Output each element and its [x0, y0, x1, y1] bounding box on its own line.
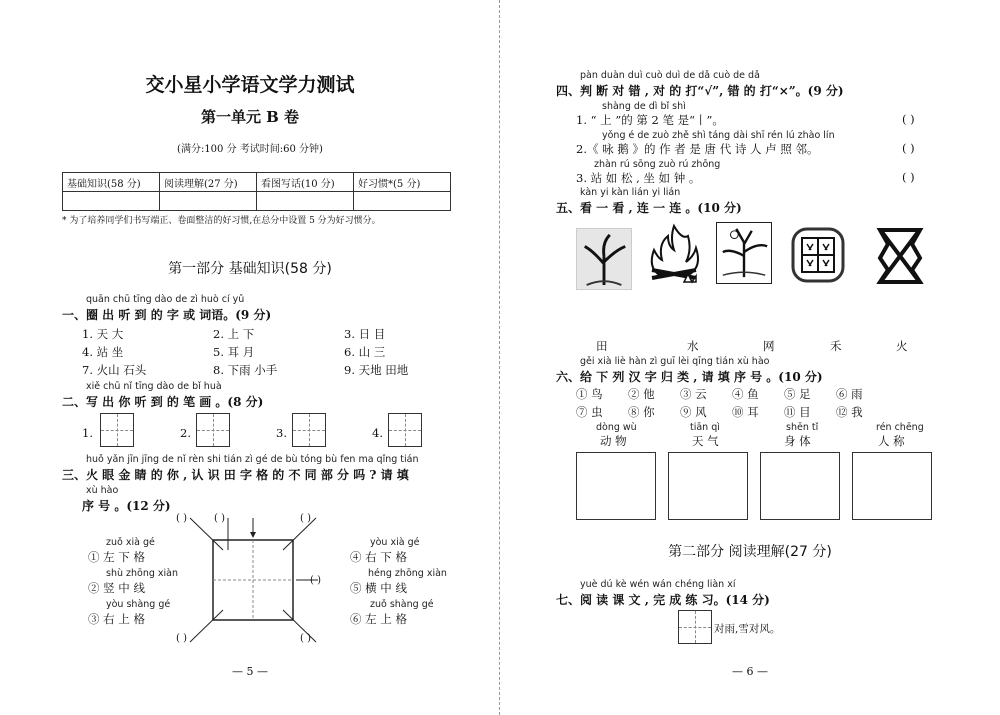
q6-heading: 六、给 下 列 汉 字 归 类 , 请 填 序 号 。(10 分)	[556, 370, 823, 384]
q5-char[interactable]: 水	[687, 339, 699, 353]
exam-title: 交小星小学语文学力测试	[145, 74, 355, 96]
score-header-cell: 基础知识(58 分)	[63, 173, 160, 192]
answer-paren[interactable]: ( )	[176, 633, 187, 644]
right-page	[500, 0, 1000, 715]
arrow-bottom-left	[190, 610, 223, 642]
score-cell[interactable]	[354, 192, 451, 211]
habit-note: * 为了培养同学们书写端正、卷面整洁的好习惯,在总分中设置 5 分为好习惯分。	[62, 216, 381, 226]
q1-pinyin: quān chū tīng dào de zì huò cí yǔ	[86, 294, 245, 305]
q3-option: ⑤ 横 中 线	[350, 581, 407, 595]
q3-option-pinyin: zuǒ xià gé	[106, 537, 155, 548]
q5-char[interactable]: 田	[596, 339, 608, 353]
q6-char: ⑦ 虫	[576, 405, 603, 419]
q4-heading: 四、判 断 对 错 , 对 的 打“√”, 错 的 打“×”。(9 分)	[556, 84, 844, 98]
score-cell[interactable]	[257, 192, 354, 211]
category-answer-box[interactable]	[852, 452, 932, 520]
tianzige-box[interactable]	[196, 413, 230, 447]
q3-pinyin-2: xù hào	[86, 485, 119, 496]
category-pinyin: dòng wù	[596, 422, 637, 433]
q7-pinyin: yuè dú kè wén wán chéng liàn xí	[580, 579, 736, 590]
q4-item: 1. “ 上 ”的 第 2 笔 是“丨”。	[576, 113, 724, 127]
q3-option-pinyin: zuǒ shàng gé	[370, 599, 434, 610]
q2-pinyin: xiě chū nǐ tīng dào de bǐ huà	[86, 381, 222, 392]
q3-option: ③ 右 上 格	[88, 612, 145, 626]
q3-option-pinyin: héng zhōng xiàn	[368, 568, 447, 579]
q3-heading: 三、火 眼 金 睛 的 你 , 认 识 田 字 格 的 不 同 部 分 吗 ? 请 填	[62, 468, 409, 482]
q3-pinyin: huǒ yǎn jīn jīng de nǐ rèn shi tián zì gé de bù tóng bù fen ma qǐng tián	[86, 454, 419, 465]
q5-pinyin: kàn yi kàn lián yi lián	[580, 187, 681, 198]
tianzige-box[interactable]	[388, 413, 422, 447]
q6-char: ⑫ 我	[836, 405, 863, 419]
category-label: 动 物	[600, 434, 627, 448]
tianzige-box[interactable]	[678, 610, 712, 644]
q4-item: 3. 站 如 松 , 坐 如 钟 。	[576, 171, 701, 185]
q1-item[interactable]: 2. 上 下	[213, 327, 255, 341]
q4-item: 2.《 咏 鹅 》的 作 者 是 唐 代 诗 人 卢 照 邻。	[576, 142, 819, 156]
field-grid-picture[interactable]	[872, 224, 928, 286]
q3-option-pinyin: yòu xià gé	[370, 537, 420, 548]
q1-item[interactable]: 8. 下雨 小手	[213, 363, 278, 377]
answer-paren[interactable]: ( )	[902, 170, 915, 184]
q2-label: 1.	[82, 426, 93, 440]
seedling-picture[interactable]	[576, 228, 632, 290]
q3-option: ⑥ 左 上 格	[350, 612, 407, 626]
answer-paren[interactable]: ( )	[214, 513, 225, 524]
q6-char: ⑧ 你	[628, 405, 655, 419]
q2-label: 2.	[180, 426, 191, 440]
q5-char[interactable]: 网	[763, 339, 775, 353]
fire-picture[interactable]	[646, 222, 702, 284]
answer-paren[interactable]: ( )	[310, 575, 321, 586]
category-pinyin: shēn tǐ	[786, 422, 819, 433]
q1-item[interactable]: 9. 天地 田地	[344, 363, 409, 377]
q6-char: ① 鸟	[576, 387, 603, 401]
score-cell[interactable]	[63, 192, 160, 211]
water-plant-picture[interactable]	[716, 222, 772, 284]
q7-heading: 七、阅 读 课 文 , 完 成 练 习。(14 分)	[556, 593, 770, 607]
exam-info: (满分:100 分 考试时间:60 分钟)	[177, 144, 323, 155]
answer-paren[interactable]: ( )	[300, 633, 311, 644]
tianzige-box[interactable]	[292, 413, 326, 447]
answer-paren[interactable]: ( )	[902, 141, 915, 155]
q6-pinyin: gěi xià liè hàn zì guī lèi qīng tián xù hào	[580, 356, 770, 367]
answer-paren[interactable]: ( )	[300, 513, 311, 524]
score-header-cell: 看图写话(10 分)	[257, 173, 354, 192]
q3-option-pinyin: yòu shàng gé	[106, 599, 171, 610]
q4-item-pinyin: yǒng é de zuò zhě shì táng dài shī rén lú zhào lín	[602, 130, 835, 141]
q1-item[interactable]: 1. 天 大	[82, 327, 124, 341]
category-label: 天 气	[692, 434, 719, 448]
page-number: — 6 —	[732, 665, 768, 678]
score-table	[62, 172, 451, 211]
q5-char[interactable]: 禾	[830, 339, 842, 353]
category-answer-box[interactable]	[668, 452, 748, 520]
q6-char: ④ 鱼	[732, 387, 759, 401]
q6-char: ⑪ 目	[784, 405, 811, 419]
q6-char: ⑨ 风	[680, 405, 707, 419]
part1-heading: 第一部分 基础知识(58 分)	[168, 261, 332, 277]
exam-subtitle: 第一单元 B 卷	[200, 108, 300, 126]
score-header-cell: 阅读理解(27 分)	[160, 173, 257, 192]
part2-heading: 第二部分 阅读理解(27 分)	[668, 544, 832, 560]
category-label: 人 称	[878, 434, 905, 448]
q3-option-pinyin: shù zhōng xiàn	[106, 568, 179, 579]
q1-item[interactable]: 7. 火山 石头	[82, 363, 147, 377]
q1-item[interactable]: 4. 站 坐	[82, 345, 124, 359]
q6-char: ② 他	[628, 387, 655, 401]
q4-pinyin: pàn duàn duì cuò duì de dǎ cuò de dǎ	[580, 70, 760, 81]
score-cell[interactable]	[160, 192, 257, 211]
answer-paren[interactable]: ( )	[902, 112, 915, 126]
q2-label: 4.	[372, 426, 383, 440]
q2-label: 3.	[276, 426, 287, 440]
answer-paren[interactable]: ( )	[176, 513, 187, 524]
tianzige-box[interactable]	[100, 413, 134, 447]
category-pinyin: rén chēng	[876, 422, 924, 433]
q5-heading: 五、看 一 看 , 连 一 连 。(10 分)	[556, 201, 742, 215]
q1-item[interactable]: 5. 耳 月	[213, 345, 255, 359]
q1-item[interactable]: 6. 山 三	[344, 345, 386, 359]
score-header-cell: 好习惯*(5 分)	[354, 173, 451, 192]
q3-option: ② 竖 中 线	[88, 581, 145, 595]
q6-char: ⑩ 耳	[732, 405, 759, 419]
category-label: 身 体	[784, 434, 811, 448]
q3-heading-2: 序 号 。(12 分)	[82, 499, 171, 513]
q7-text: 对雨,雪对风。	[714, 623, 781, 635]
q6-char: ③ 云	[680, 387, 707, 401]
category-pinyin: tiān qì	[690, 422, 720, 433]
page-number: — 5 —	[232, 665, 268, 678]
q4-item-pinyin: shàng de dì bǐ shì	[602, 101, 686, 112]
q4-item-pinyin: zhàn rú sōng zuò rú zhōng	[594, 159, 721, 170]
category-answer-box[interactable]	[760, 452, 840, 520]
q5-char[interactable]: 火	[896, 339, 908, 353]
q2-heading: 二、写 出 你 听 到 的 笔 画 。(8 分)	[62, 395, 264, 409]
q3-option: ① 左 下 格	[88, 550, 145, 564]
q6-char: ⑥ 雨	[836, 387, 863, 401]
category-answer-box[interactable]	[576, 452, 656, 520]
q1-item[interactable]: 3. 日 目	[344, 327, 386, 341]
net-picture[interactable]	[790, 224, 846, 286]
q1-heading: 一、圈 出 听 到 的 字 或 词语。(9 分)	[62, 308, 272, 322]
q3-option: ④ 右 下 格	[350, 550, 407, 564]
q6-char: ⑤ 足	[784, 387, 811, 401]
